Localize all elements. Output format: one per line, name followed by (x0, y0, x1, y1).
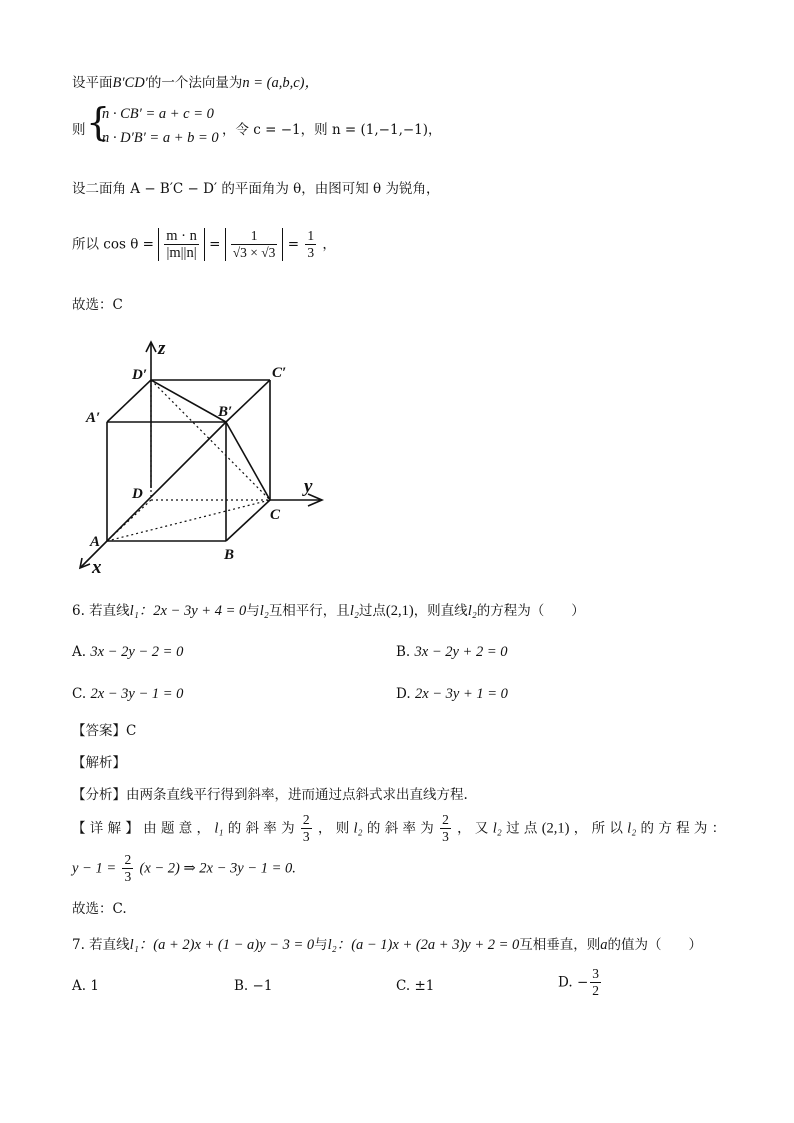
text: ， (322, 236, 336, 253)
equation: (a + 2)x + (1 − a)y − 3 = 0 (153, 937, 315, 953)
fraction-num: 1 (231, 228, 278, 245)
line-name: l₁ (214, 820, 224, 837)
line-name: l₂ (349, 603, 359, 619)
text: 互相垂直，则 (519, 937, 601, 953)
option-text: ±1 (414, 978, 435, 994)
q6-analysis-tag (72, 754, 126, 772)
text: ，则直线 (413, 603, 468, 619)
label-d-prime: D′ (132, 367, 148, 383)
label-b: B (224, 547, 235, 563)
equation-2: n · D′B′ = a + b = 0 (102, 130, 219, 146)
option-letter: D. (558, 974, 573, 991)
option-letter: A. (72, 644, 87, 660)
q6-option-d[interactable] (396, 686, 508, 703)
option-text: 2x − 3y + 1 = 0 (414, 686, 508, 702)
point: (2,1) (541, 820, 570, 837)
equation: 2x − 3y + 4 = 0 (153, 603, 247, 619)
q7-option-a[interactable] (72, 978, 99, 994)
q7-option-b[interactable] (234, 978, 272, 994)
q6-option-c[interactable] (72, 686, 183, 703)
text: 所以 cos θ = (72, 236, 154, 253)
text: 与 (246, 603, 260, 619)
text: ，令 c = −1，则 n = (1,−1,−1)， (222, 122, 442, 138)
point: (2,1) (385, 603, 414, 619)
cube-figure (70, 330, 340, 580)
line-name: l₂： (327, 937, 352, 953)
text: 的值为（ ） (607, 937, 703, 953)
fraction-den: 3 (442, 829, 449, 844)
answer-line-1 (72, 296, 123, 314)
text: 过点 (358, 603, 386, 619)
answer-tag: 【答案】 (72, 723, 126, 739)
text: 7. 若直线 (72, 937, 130, 953)
line-name: l₁： (129, 603, 154, 619)
line-name: l₂ (627, 820, 637, 837)
label-b-prime: B′ (218, 404, 233, 420)
fraction-num: 3 (592, 966, 599, 981)
option-letter: B. (396, 644, 411, 660)
text: 则 (72, 122, 86, 138)
q6-detail (72, 812, 725, 852)
q7-option-c[interactable] (396, 978, 434, 994)
line-name: l₂ (492, 820, 502, 837)
abs-bars (225, 228, 284, 261)
answer-value: C (126, 723, 137, 739)
q6-option-b[interactable] (396, 644, 508, 661)
equation: (a − 1)x + (2a + 3)y + 2 = 0 (351, 937, 520, 953)
angle-line (72, 180, 439, 198)
text: 的方程为（ ） (476, 603, 585, 619)
label-d: D (132, 486, 143, 502)
plane-name: B′CD′ (112, 75, 148, 91)
fenxi-tag: 【分析】 (72, 787, 126, 803)
label-y: y (304, 476, 313, 497)
option-letter: D. (396, 686, 411, 702)
variable: a (600, 937, 608, 953)
text: 互相平行，且 (268, 603, 350, 619)
option-letter: C. (72, 686, 87, 702)
text: 设二面角 A − B′C − D′ 的平面角为 θ，由图可知 θ 为锐角， (72, 181, 440, 197)
q6-equation-line (72, 852, 296, 892)
q6-conclusion (72, 900, 127, 918)
fraction-den: 3 (307, 245, 315, 260)
text: 的 斜 率 为 (366, 820, 434, 837)
cos-line: 所以 cos θ = $\frac{m \cdot n}{|m||n|}$ = $\frac{1}{√3 \times √3}$ = $\frac{1}{3}$ ， (72, 228, 336, 261)
text: 由 题 意 ， (143, 820, 211, 837)
text: 的 斜 率 为 (227, 820, 295, 837)
fraction-num: 1 (307, 228, 315, 243)
q6-stem (72, 602, 585, 620)
text: 的一个法向量为 (147, 75, 243, 91)
fraction-den: 3 (124, 869, 132, 884)
text: ， 则 (317, 820, 350, 837)
text: ， 又 (457, 820, 489, 837)
label-c-prime: C′ (272, 365, 287, 381)
text: 与 (314, 937, 328, 953)
analysis-tag: 【解析】 (72, 755, 126, 771)
option-text: 1 (90, 978, 99, 994)
text: 6. 若直线 (72, 603, 130, 619)
abs-bars (158, 228, 205, 261)
q7-option-d[interactable] (558, 966, 603, 999)
fraction-num: m · n (166, 228, 197, 244)
label-a: A (90, 534, 101, 550)
label-x: x (92, 557, 102, 578)
q7-stem (72, 936, 702, 954)
brace: { (86, 100, 111, 144)
option-letter: B. (234, 978, 249, 994)
fraction-num: 2 (124, 852, 132, 867)
option-text: 3x − 2y − 2 = 0 (90, 644, 184, 660)
line-name: l₁： (129, 937, 154, 953)
intro-line-1 (72, 74, 319, 92)
line-name: l₂ (259, 603, 269, 619)
equation-part: (x − 2) ⇒ 2x − 3y − 1 = 0. (139, 860, 296, 877)
fraction-den: √3 × √3 (232, 245, 276, 260)
text: 故选：C (72, 297, 123, 313)
line-name: l₂ (467, 603, 477, 619)
text: ， 所 以 (573, 820, 623, 837)
detail-tag: 【 详 解 】 (72, 820, 139, 837)
fraction-den: 2 (592, 983, 599, 998)
fraction-num: 2 (302, 812, 310, 827)
text: 由两条直线平行得到斜率，进而通过点斜式求出直线方程. (126, 787, 468, 803)
equation-1: n · CB′ = a + c = 0 (102, 106, 214, 122)
option-text: 3x − 2y + 2 = 0 (414, 644, 508, 660)
text: 设平面 (72, 75, 113, 91)
text: 故选：C. (72, 901, 127, 917)
option-letter: A. (72, 978, 87, 994)
text: 的 方 程 为 ： (640, 820, 726, 837)
q6-fenxi (72, 786, 468, 804)
option-letter: C. (396, 978, 411, 994)
option-sign: − (576, 974, 589, 991)
label-c: C (270, 507, 281, 523)
fraction-den: |m||n| (166, 245, 197, 261)
label-z: z (158, 338, 166, 359)
option-text: −1 (252, 978, 273, 994)
text: 过 点 (506, 820, 538, 837)
fraction-den: 3 (302, 829, 310, 844)
q6-answer (72, 722, 136, 740)
q6-option-a[interactable] (72, 644, 183, 661)
label-a-prime: A′ (86, 410, 101, 426)
option-text: 2x − 3y − 1 = 0 (90, 686, 184, 702)
line-name: l₂ (353, 820, 363, 837)
normal-vector: n = (a,b,c)， (242, 75, 319, 91)
fraction-num: 2 (442, 812, 449, 827)
equation-part: y − 1 = (72, 860, 117, 877)
